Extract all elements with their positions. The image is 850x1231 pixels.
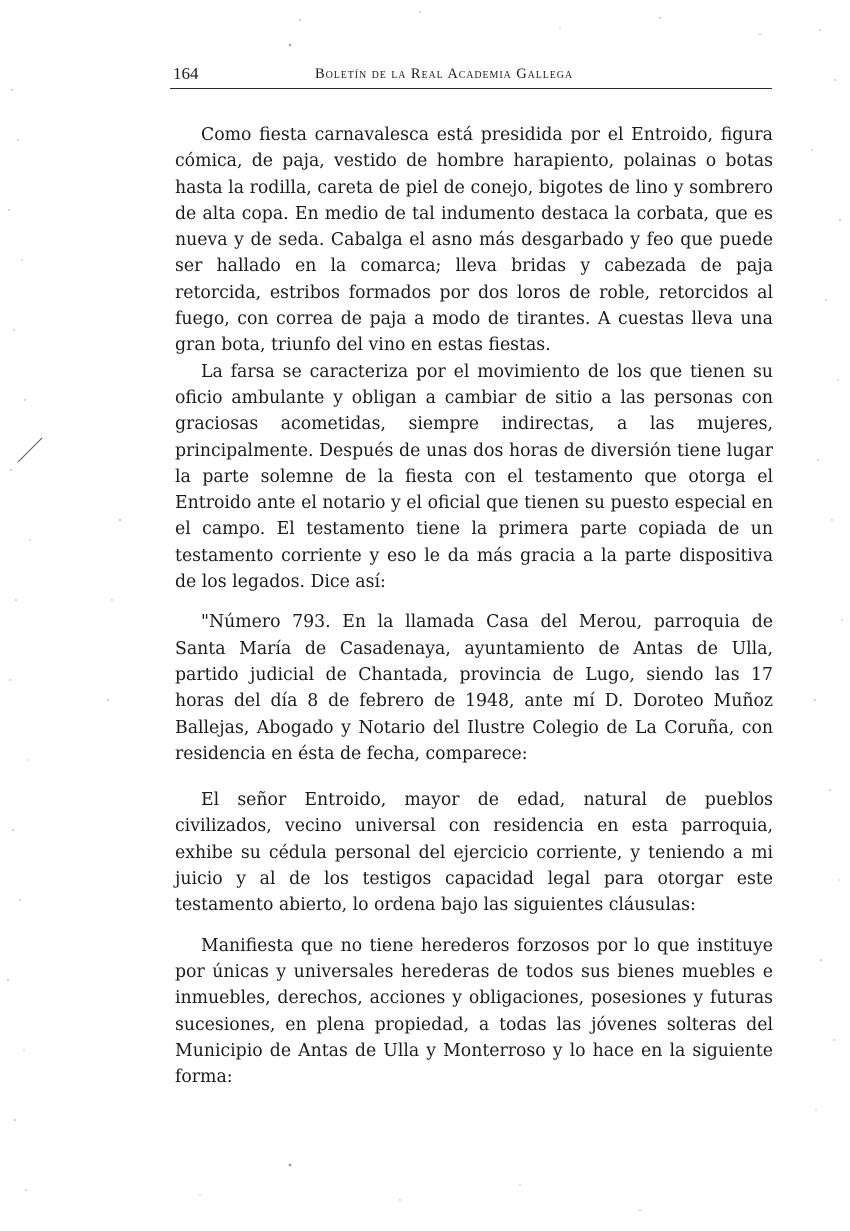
paragraph-testament-opening: "Número 793. En la llamada Casa del Merou, parroquia de Santa María de Casadenaya, ayuntamiento de Antas de Ulla, partido judicial de Chantada, provincia de Lugo, siendo las 17 horas del día 8 de febrero de 1948, ante mí D. Doroteo Muñoz Ballejas, Abogado y Notario del Ilustre Colegio de La Coruña, con residencia en ésta de fecha, comparece: xyxy=(175,612,773,764)
paragraph-testator: El señor Entroido, mayor de edad, natural de pueblos civilizados, vecino universal con residencia en esta parroquia, exhibe su cédula personal del ejercicio corriente, y teniendo a mi juicio y al de los testigos capacidad legal para otorgar este testamento abierto, lo ordena bajo las siguientes cláusulas: xyxy=(175,790,773,916)
body-text xyxy=(175,122,773,1090)
page-header xyxy=(170,62,772,89)
page-number: 164 xyxy=(173,64,199,83)
running-head: Boletín de la Real Academia Gallega xyxy=(315,66,573,82)
paragraph-heirs: Manifiesta que no tiene herederos forzosos por lo que instituye por únicas y universales herederas de todos sus bienes muebles e inmuebles, derechos, acciones y obligaciones, posesiones y futuras sucesiones, en plena propiedad, a todas las jóvenes solteras del Municipio de Antas de Ulla y Monterroso y lo hace en la siguiente forma: xyxy=(175,935,773,1088)
paragraph-entroido-description: Como fiesta carnavalesca está presidida por el Entroido, figura cómica, de paja, vestido de hombre harapiento, polainas o botas hasta la rodilla, careta de piel de conejo, bigotes de lino y sombrero de alta copa. En medio de tal indumento destaca la corbata, que es nueva y de seda. Cabalga el asno más desgarbado y feo que puede ser hallado en la comarca; lleva bridas y cabezada de paja retorcida, estribos formados por dos loros de roble, retorcidos al fuego, con correa de paja a modo de tirantes. A cuestas lleva una gran bota, triunfo del vino en estas fiestas. xyxy=(175,125,773,356)
paragraph-farsa: La farsa se caracteriza por el movimiento de los que tienen su oficio ambulante y obligan a cambiar de sitio a las personas con graciosas acometidas, siempre indirectas, a las mujeres, principalmente. Después de unas dos horas de diversión tiene lugar la parte solemne de la fiesta con el testamento que otorga el Entroido ante el notario y el oficial que tienen su puesto especial en el campo. El testamento tiene la primera parte copiada de un testamento corriente y eso le da más gracia a la parte dispositiva de los legados. Dice así: xyxy=(175,361,773,593)
